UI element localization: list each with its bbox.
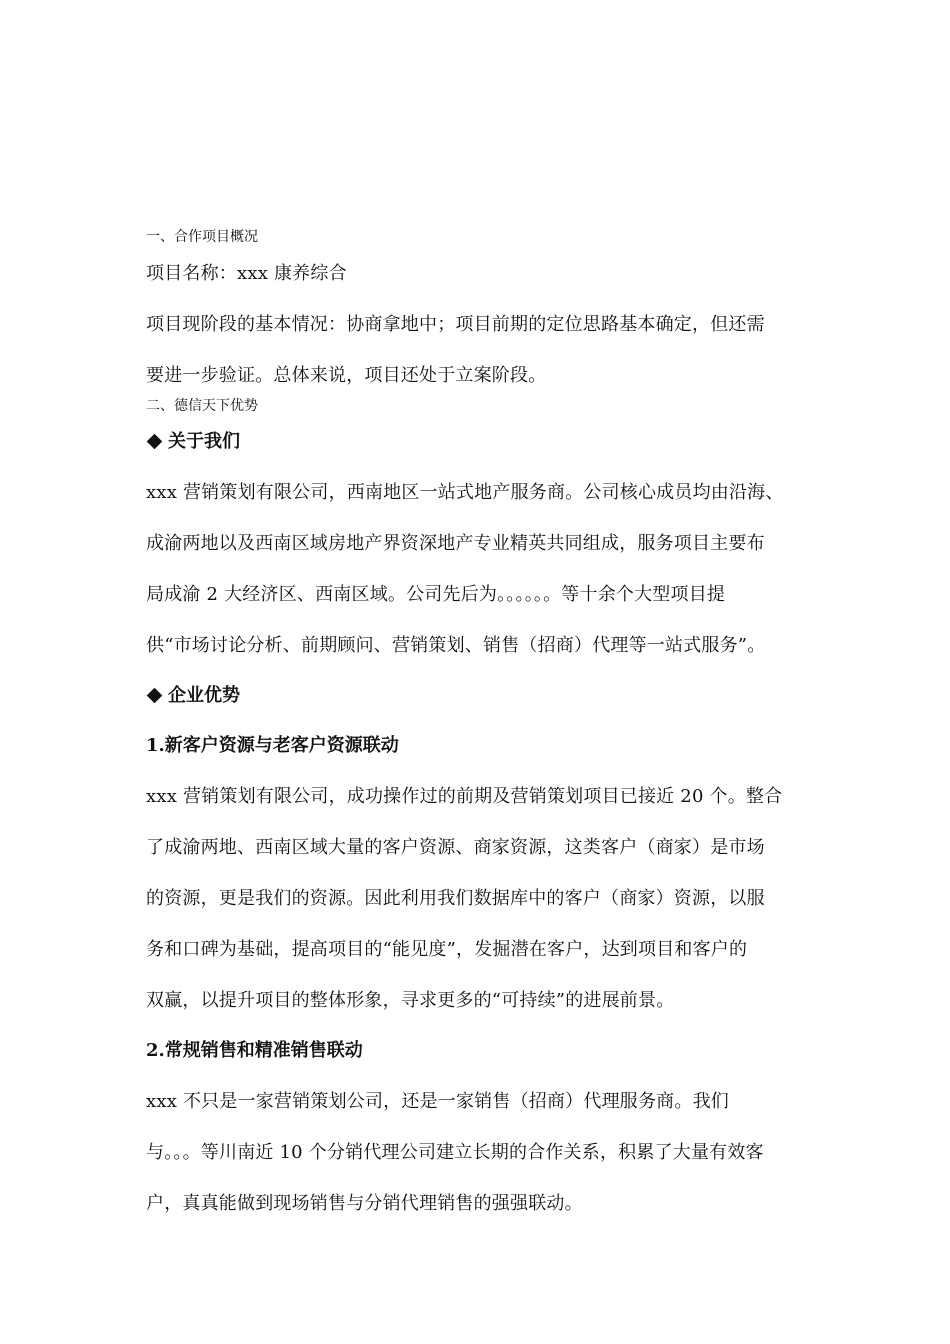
section-heading-advantages: 二、德信天下优势 — [146, 398, 258, 414]
advantage-1-title: 1.新客户资源与老客户资源联动 — [146, 735, 399, 756]
advantage-2-title: 2.常规销售和精准销售联动 — [146, 1040, 363, 1061]
paragraph-line: 户，真真能做到现场销售与分销代理销售的强强联动。 — [146, 1193, 583, 1214]
project-info — [146, 248, 816, 401]
section-heading-overview: 一、合作项目概况 — [146, 229, 258, 245]
paragraph-line: 项目现阶段的基本情况：协商拿地中；项目前期的定位思路基本确定，但还需 — [146, 314, 765, 335]
diamond-bullet-icon — [147, 433, 163, 449]
about-us-title-text: 关于我们 — [168, 431, 240, 452]
paragraph-line: 成渝两地以及西南区域房地产界资深地产专业精英共同组成，服务项目主要布 — [146, 533, 765, 554]
advantage-2-paragraph — [146, 1076, 816, 1229]
paragraph-line: xxx 营销策划有限公司，成功操作过的前期及营销策划项目已接近 20 个。整合 — [146, 786, 783, 807]
paragraph-line: 的资源，更是我们的资源。因此利用我们数据库中的客户（商家）资源，以服 — [146, 888, 765, 909]
paragraph-line: 与。。。等川南近 10 个分销代理公司建立长期的合作关系，积累了大量有效客 — [146, 1142, 764, 1163]
paragraph-line: 要进一步验证。总体来说，项目还处于立案阶段。 — [146, 365, 547, 386]
paragraph-line: 局成渝 2 大经济区、西南区域。公司先后为。。。。。。等十余个大型项目提 — [146, 584, 726, 605]
paragraph-line: 双赢，以提升项目的整体形象，寻求更多的“可持续”的进展前景。 — [146, 990, 675, 1011]
about-us-paragraph — [146, 467, 816, 671]
document-page — [146, 226, 816, 1229]
paragraph-line: xxx 不只是一家营销策划公司，还是一家销售（招商）代理服务商。我们 — [146, 1091, 729, 1112]
paragraph-line: 务和口碑为基础，提高项目的“能见度”，发掘潜在客户，达到项目和客户的 — [146, 939, 748, 960]
advantages-title-text: 企业优势 — [168, 685, 240, 706]
project-name-line: 项目名称：xxx 康养综合 — [146, 263, 347, 284]
about-us-title — [146, 417, 816, 467]
diamond-bullet-icon — [147, 687, 163, 703]
paragraph-line: 了成渝两地、西南区域大量的客户资源、商家资源，这类客户（商家）是市场 — [146, 837, 765, 858]
paragraph-line: xxx 营销策划有限公司，西南地区一站式地产服务商。公司核心成员均由沿海、 — [146, 482, 784, 503]
advantage-1-paragraph — [146, 771, 816, 1026]
paragraph-line: 供“市场讨论分析、前期顾问、营销策划、销售（招商）代理等一站式服务”。 — [146, 635, 766, 656]
advantages-title — [146, 671, 816, 721]
